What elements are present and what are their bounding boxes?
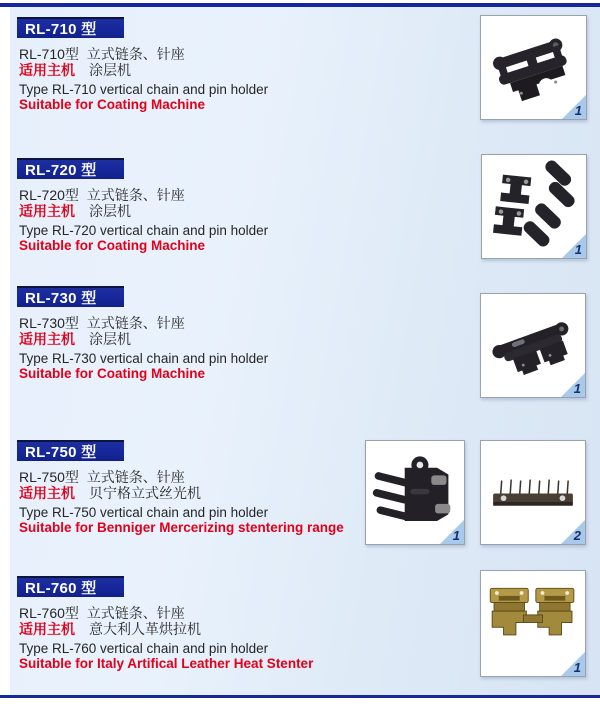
host-line [19, 331, 349, 347]
host-label-cn: 适用主机 [19, 485, 75, 501]
product-photo-frame [480, 570, 586, 677]
model-header-label: RL-760 型 [25, 580, 97, 597]
product-photo-frame [365, 440, 465, 545]
model-name-cn: RL-710型 立式链条、针座 [19, 46, 185, 62]
product-photo-frame [481, 154, 587, 259]
model-name-cn: RL-730型 立式链条、针座 [19, 315, 185, 331]
host-value-cn: 涂层机 [89, 203, 131, 219]
model-header-label: RL-730 型 [25, 290, 97, 307]
photo-number: 1 [574, 242, 582, 257]
photo-number: 1 [573, 660, 581, 675]
host-value-cn: 意大利人革烘拉机 [89, 621, 201, 637]
host-value-cn: 涂层机 [89, 331, 131, 347]
host-line [19, 485, 349, 501]
suitable-line-en: Suitable for Italy Artifical Leather Heat Stenter [19, 656, 314, 671]
suitable-line-en: Suitable for Coating Machine [19, 366, 206, 381]
photo-number: 1 [452, 528, 460, 543]
section-rl-750 [0, 440, 600, 575]
type-line-en: Type RL-710 vertical chain and pin holder [19, 82, 269, 97]
product-photo-frame [480, 15, 587, 120]
host-label-cn: 适用主机 [19, 203, 75, 219]
product-photo-frame [480, 440, 586, 545]
model-name-cn: RL-750型 立式链条、针座 [19, 469, 185, 485]
host-value-cn: 贝宁格立式丝光机 [89, 485, 201, 501]
model-header-bar [17, 286, 124, 307]
host-label-cn: 适用主机 [19, 621, 75, 637]
host-value-cn: 涂层机 [89, 62, 131, 78]
top-rule [0, 3, 600, 7]
section-rl-710 [0, 15, 600, 145]
type-line-en: Type RL-720 vertical chain and pin holder [19, 223, 269, 238]
model-header-label: RL-750 型 [25, 444, 97, 461]
type-line-en: Type RL-760 vertical chain and pin holder [19, 641, 269, 656]
suitable-line-en: Suitable for Benniger Mercerizing stentering range [19, 520, 344, 535]
model-name-cn: RL-760型 立式链条、针座 [19, 605, 185, 621]
section-rl-720 [0, 154, 600, 284]
host-line [19, 203, 349, 219]
section-rl-760 [0, 570, 600, 695]
type-line-en: Type RL-750 vertical chain and pin holder [19, 505, 269, 520]
model-header-bar [17, 440, 124, 461]
host-label-cn: 适用主机 [19, 331, 75, 347]
photo-number: 2 [573, 528, 581, 543]
bottom-rule [0, 695, 600, 698]
photo-number: 1 [573, 381, 581, 396]
photo-number: 1 [574, 103, 582, 118]
suitable-line-en: Suitable for Coating Machine [19, 238, 206, 253]
model-header-bar [17, 576, 124, 597]
host-label-cn: 适用主机 [19, 62, 75, 78]
model-header-bar [17, 158, 124, 179]
host-line [19, 621, 349, 637]
suitable-line-en: Suitable for Coating Machine [19, 97, 206, 112]
model-header-bar [17, 17, 124, 38]
section-rl-730 [0, 286, 600, 416]
model-header-label: RL-710 型 [25, 21, 97, 38]
model-name-cn: RL-720型 立式链条、针座 [19, 187, 185, 203]
host-line [19, 62, 349, 78]
model-header-label: RL-720 型 [25, 162, 97, 179]
type-line-en: Type RL-730 vertical chain and pin holder [19, 351, 269, 366]
product-photo-frame [480, 293, 586, 398]
